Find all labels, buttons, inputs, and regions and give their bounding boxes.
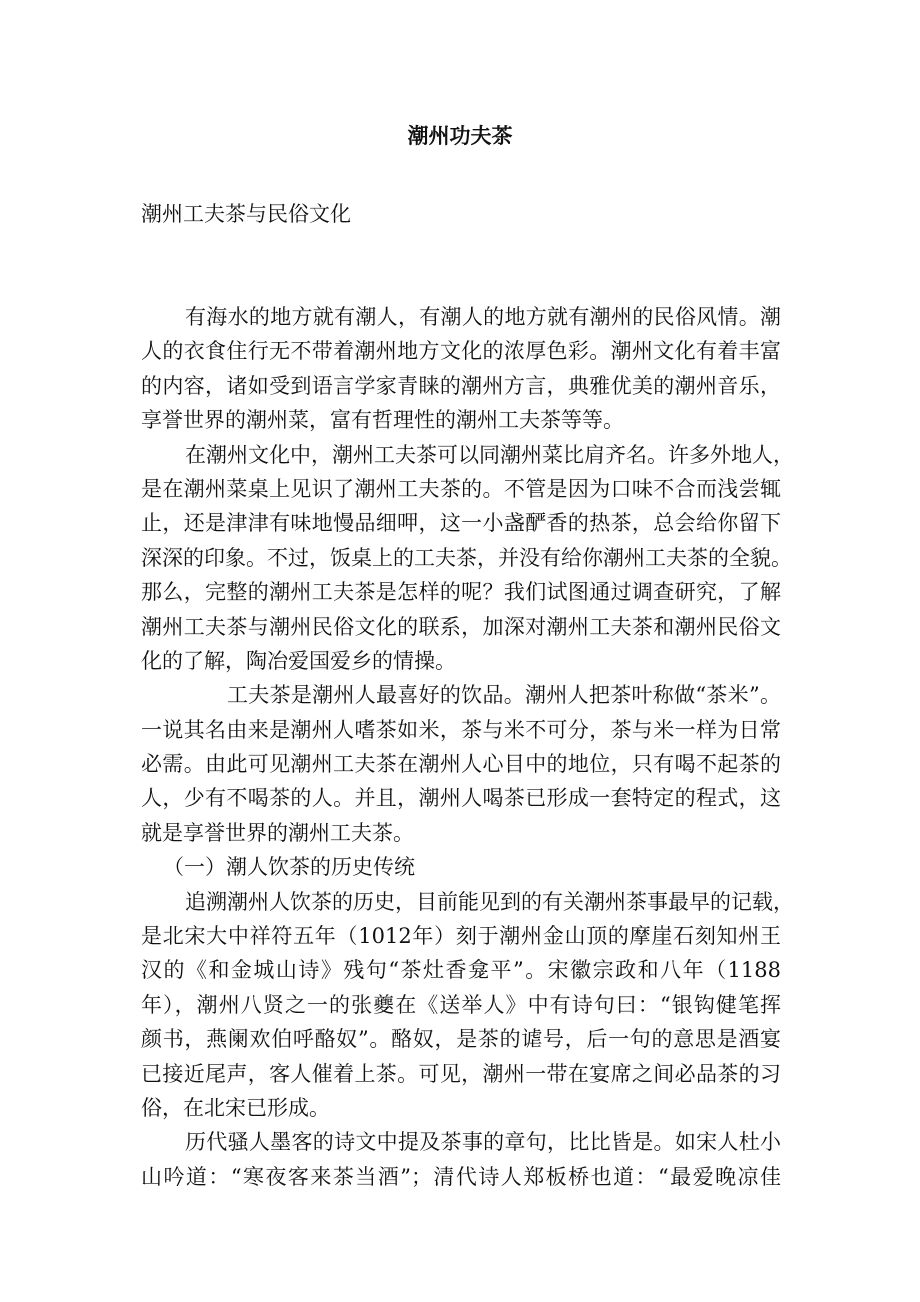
document-body	[141, 300, 794, 1194]
paragraph	[141, 885, 794, 1126]
text-line: 有海水的地方就有潮人，有潮人的地方就有潮州的民俗风情。潮	[185, 305, 781, 329]
text-line: 那么，完整的潮州工夫茶是怎样的呢？我们试图通过调查研究，了解	[141, 580, 781, 605]
text-line: 必需。由此可见潮州工夫茶在潮州人心目中的地位，只有喝不起茶的	[141, 752, 781, 777]
text-line: 人，少有不喝茶的人。并且，潮州人喝茶已形成一套特定的程式，这	[141, 786, 781, 811]
text-line: 深深的印象。不过，饭桌上的工夫茶，并没有给你潮州工夫茶的全貌。	[141, 545, 792, 570]
text-line: 止，还是津津有味地慢品细呷，这一小盏酽香的热茶，总会给你留下	[141, 511, 781, 536]
text-line: 享誉世界的潮州菜，富有哲理性的潮州工夫茶等等。	[141, 408, 624, 433]
text-line: 的内容，诸如受到语言学家青睐的潮州方言，典雅优美的潮州音乐，	[141, 373, 781, 398]
section-heading-text: （一）潮人饮茶的历史传统	[163, 855, 415, 880]
text-line: 潮州工夫茶与潮州民俗文化的联系，加深对潮州工夫茶和潮州民俗文	[141, 614, 781, 639]
text-line: 是北宋大中祥符五年（1012年）刻于潮州金山顶的摩崖石刻知州王	[141, 924, 781, 949]
text-line: 俗，在北宋已形成。	[141, 1095, 330, 1120]
paragraph	[141, 1125, 781, 1194]
text-line: 人的衣食住行无不带着潮州地方文化的浓厚色彩。潮州文化有着丰富	[141, 339, 781, 364]
text-line: 是在潮州菜桌上见识了潮州工夫茶的。不管是因为口味不合而浅尝辄	[141, 476, 781, 501]
text-line: 汉的《和金城山诗》残句“茶灶香龛平”。宋徽宗政和八年（1188	[141, 958, 781, 983]
text-line: 工夫茶是潮州人最喜好的饮品。潮州人把茶叶称做“茶米”。	[227, 683, 781, 708]
text-line: 在潮州文化中，潮州工夫茶可以同潮州菜比肩齐名。许多外地人，	[185, 442, 794, 467]
section-heading	[141, 850, 781, 884]
document-subtitle: 潮州工夫茶与民俗文化	[141, 202, 351, 226]
paragraph	[141, 438, 794, 679]
text-line: 追溯潮州人饮茶的历史，目前能见到的有关潮州茶事最早的记载，	[185, 889, 794, 914]
text-line: 历代骚人墨客的诗文中提及茶事的章句，比比皆是。如宋人杜小	[185, 1130, 781, 1155]
text-line: 山吟道：“寒夜客来茶当酒”；清代诗人郑板桥也道：“最爱晚凉佳	[141, 1164, 781, 1189]
document-title: 潮州功夫茶	[407, 124, 513, 148]
text-line: 已接近尾声，客人催着上茶。可见，潮州一带在宴席之间必品茶的习	[141, 1061, 781, 1086]
text-line: 就是享誉世界的潮州工夫茶。	[141, 820, 414, 845]
text-line: 颜书，燕阑欢伯呼酪奴”。酪奴，是茶的谑号，后一句的意思是酒宴	[141, 1027, 781, 1052]
text-line: 年），潮州八贤之一的张夔在《送举人》中有诗句曰：“银钩健笔挥	[141, 992, 781, 1017]
paragraph	[141, 300, 781, 438]
text-line: 一说其名由来是潮州人嗜茶如米，茶与米不可分，茶与米一样为日常	[141, 717, 781, 742]
paragraph	[141, 678, 781, 850]
text-line: 化的了解，陶冶爱国爱乡的情操。	[141, 648, 456, 673]
